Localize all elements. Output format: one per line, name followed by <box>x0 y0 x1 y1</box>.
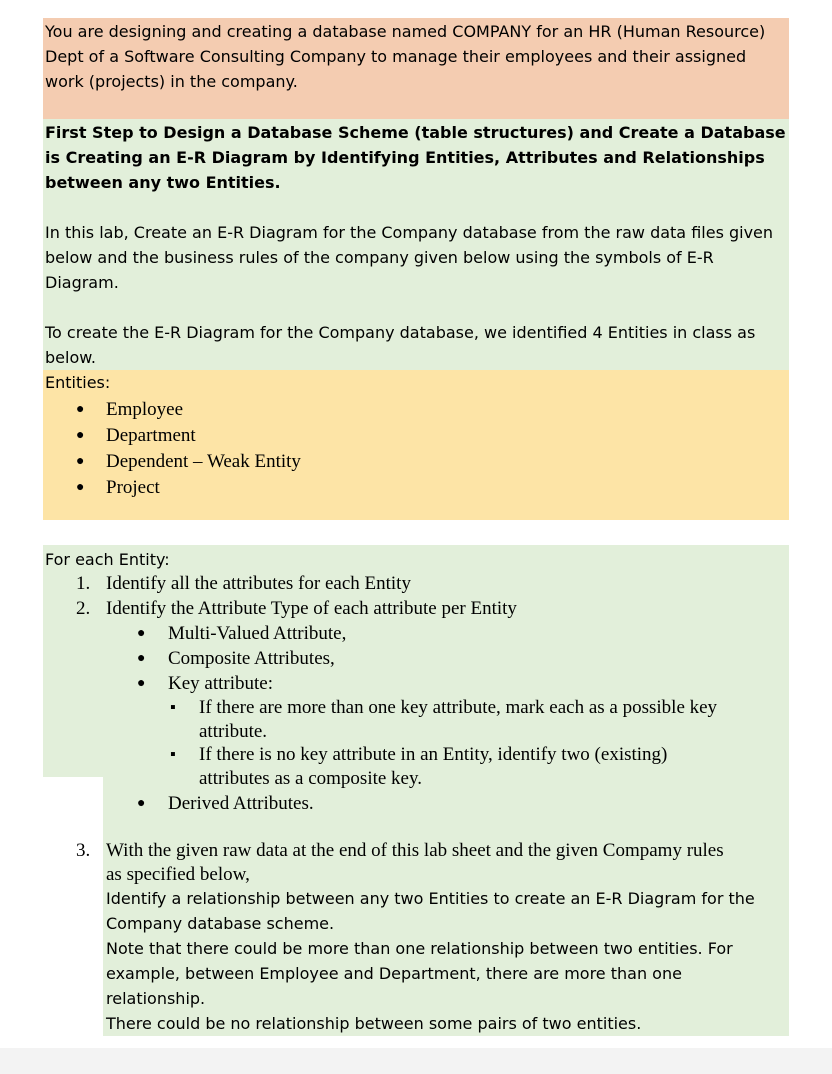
entities-heading: Entities: <box>45 373 111 392</box>
step-text: Identify the Attribute Type of each attribute per Entity <box>106 598 517 619</box>
key-rule-line: attributes as a composite key. <box>199 768 423 789</box>
bullet-icon: ● <box>76 480 85 495</box>
bullet-icon: ● <box>137 651 146 666</box>
key-rule-line: attribute. <box>199 721 268 742</box>
bullet-icon: ● <box>76 454 85 469</box>
intro-section <box>43 18 789 119</box>
entity-item-project: Project <box>106 477 160 498</box>
first-step-paragraph: First Step to Design a Database Scheme (table structures) and Create a Database is Creating an E-R Diagram by Identifying Entities, Attributes and Relationships between any two Entities. <box>45 123 786 192</box>
bullet-icon: ● <box>137 796 146 811</box>
relationship-none-note: There could be no relationship between some pairs of two entities. <box>106 1014 642 1033</box>
attribute-type-derived: Derived Attributes. <box>168 793 314 814</box>
step3-details <box>106 886 786 1036</box>
bullet-icon: ● <box>76 428 85 443</box>
step-number: 2. <box>76 598 91 619</box>
step-number: 3. <box>76 840 91 861</box>
identified-paragraph: To create the E-R Diagram for the Company database, we identified 4 Entities in class as below. <box>45 323 756 367</box>
attribute-type-multivalued: Multi-Valued Attribute, <box>168 623 347 644</box>
bullet-icon: ● <box>76 402 85 417</box>
bullet-icon: ● <box>137 626 146 641</box>
step-number: 1. <box>76 573 91 594</box>
square-bullet-icon: ▪ <box>170 746 176 763</box>
relationship-note: Note that there could be more than one relationship between two entities. For example, between Employee and Department, there are more than one relationship. <box>106 939 733 1008</box>
square-bullet-icon: ▪ <box>170 699 176 716</box>
entity-item-employee: Employee <box>106 399 184 420</box>
step3-line: With the given raw data at the end of this lab sheet and the given Compamy rules <box>106 840 724 861</box>
instructions-section <box>43 119 789 370</box>
entity-item-dependent: Dependent – Weak Entity <box>106 451 301 472</box>
key-rule-line: If there is no key attribute in an Entity, identify two (existing) <box>199 744 668 765</box>
relationship-instruction: Identify a relationship between any two Entities to create an E-R Diagram for the Company database scheme. <box>106 889 755 933</box>
for-each-heading: For each Entity: <box>45 550 170 569</box>
intro-paragraph: You are designing and creating a database named COMPANY for an HR (Human Resource) Dept of a Software Consulting Company to manage their employees and their assigned work (projects) in the company. <box>45 22 766 91</box>
bullet-icon: ● <box>137 676 146 691</box>
lab-task-paragraph: In this lab, Create an E-R Diagram for the Company database from the raw data files given below and the business rules of the company given below using the symbols of E-R Diagram. <box>45 223 774 292</box>
step-text: Identify all the attributes for each Entity <box>106 573 411 594</box>
entity-item-department: Department <box>106 425 196 446</box>
attribute-type-composite: Composite Attributes, <box>168 648 335 669</box>
attribute-type-key: Key attribute: <box>168 673 273 694</box>
key-rule-line: If there are more than one key attribute, mark each as a possible key <box>199 697 718 718</box>
step3-line: as specified below, <box>106 864 250 885</box>
